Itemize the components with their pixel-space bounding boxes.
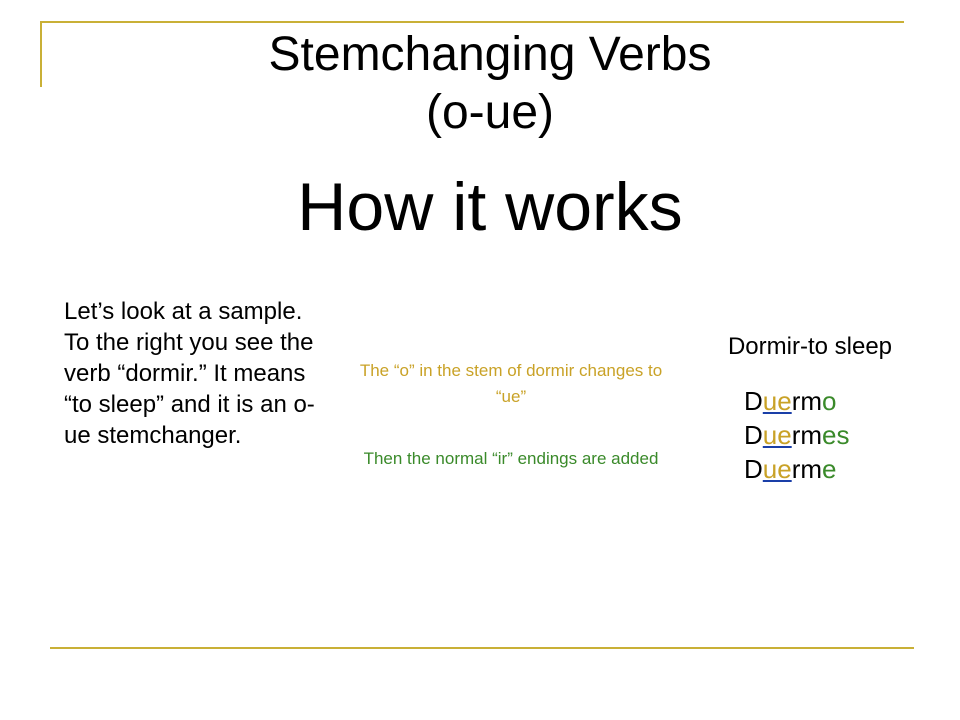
conj-ending: o [822,386,837,416]
title-line-1: Stemchanging Verbs [268,28,712,81]
verb-heading: Dormir-to sleep [727,333,893,360]
conj-change: ue [762,454,792,484]
title-line-2: (o-ue) [425,86,555,139]
conj-root: rm [791,454,823,484]
stem-change-note: The “o” in the stem of dormir changes to “ue” [359,361,663,406]
conjugation-row [744,452,944,486]
endings-note: Then the normal “ir” endings are added [363,449,659,468]
conjugation-row [744,418,944,452]
conj-stem: D [744,386,763,416]
conj-change: ue [762,420,792,450]
top-rule [40,21,904,23]
bottom-rule [50,647,914,649]
conj-stem: D [744,454,763,484]
conj-root: rm [791,420,823,450]
conj-ending: e [822,454,837,484]
conj-root: rm [791,386,823,416]
explanation-paragraph: Let’s look at a sample. To the right you see the verb “dormir.” It means “to sleep” and it is an o-ue stemchanger. [64,298,315,449]
conj-ending: es [822,420,850,450]
conj-stem: D [744,420,763,450]
conjugation-row [744,384,944,418]
conjugation-list [744,384,944,486]
conj-change: ue [762,386,792,416]
slide-title [180,26,800,142]
left-rule [40,21,42,87]
slide-subtitle: How it works [297,169,683,245]
